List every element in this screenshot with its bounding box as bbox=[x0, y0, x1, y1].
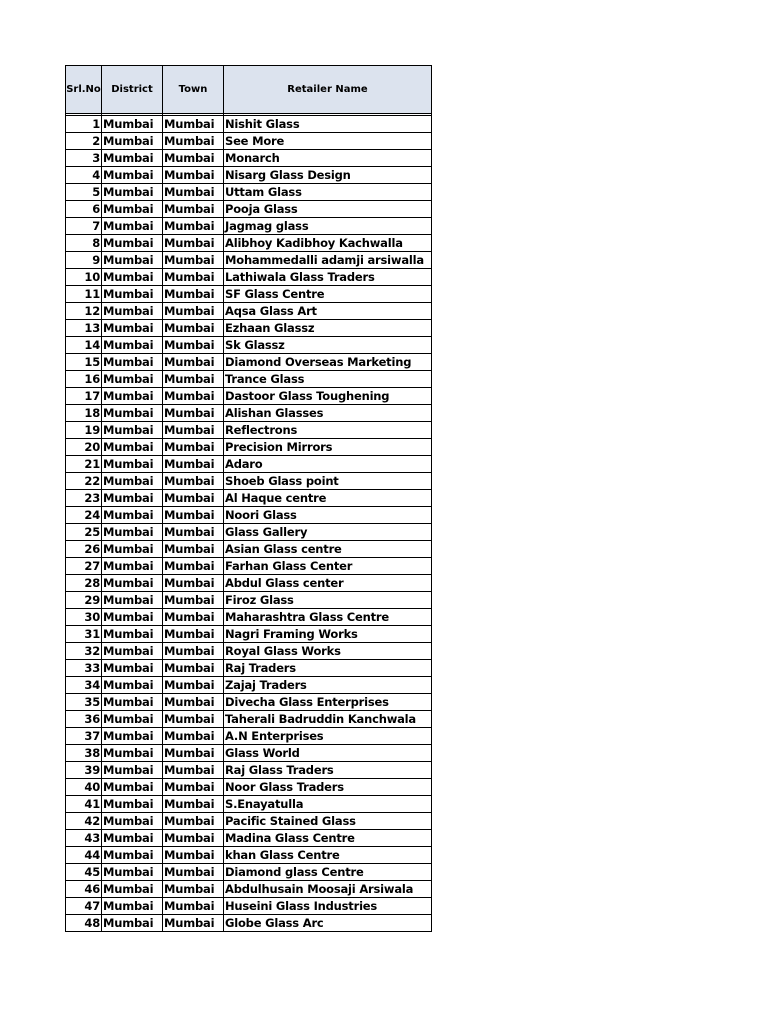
srl-no-cell: 8 bbox=[66, 235, 102, 252]
srl-no-cell: 45 bbox=[66, 864, 102, 881]
header-retailer-name: Retailer Name bbox=[224, 66, 432, 114]
retailer-name-cell: Farhan Glass Center bbox=[224, 558, 432, 575]
retailer-name-cell: Lathiwala Glass Traders bbox=[224, 269, 432, 286]
town-cell: Mumbai bbox=[163, 694, 224, 711]
retailer-name-cell: Ezhaan Glassz bbox=[224, 320, 432, 337]
table-row bbox=[66, 439, 432, 456]
retailer-name-cell: Glass World bbox=[224, 745, 432, 762]
retailer-name-cell: Abdul Glass center bbox=[224, 575, 432, 592]
table-row bbox=[66, 218, 432, 235]
district-cell: Mumbai bbox=[102, 439, 163, 456]
town-cell: Mumbai bbox=[163, 252, 224, 269]
district-cell: Mumbai bbox=[102, 847, 163, 864]
srl-no-cell: 44 bbox=[66, 847, 102, 864]
table-row bbox=[66, 507, 432, 524]
retailer-name-cell: Precision Mirrors bbox=[224, 439, 432, 456]
table-row bbox=[66, 898, 432, 915]
town-cell: Mumbai bbox=[163, 473, 224, 490]
town-cell: Mumbai bbox=[163, 235, 224, 252]
district-cell: Mumbai bbox=[102, 898, 163, 915]
retailer-name-cell: Mohammedalli adamji arsiwalla bbox=[224, 252, 432, 269]
srl-no-cell: 33 bbox=[66, 660, 102, 677]
town-cell: Mumbai bbox=[163, 643, 224, 660]
table-row bbox=[66, 915, 432, 932]
table-row bbox=[66, 388, 432, 405]
district-cell: Mumbai bbox=[102, 371, 163, 388]
retailer-name-cell: Noor Glass Traders bbox=[224, 779, 432, 796]
town-cell: Mumbai bbox=[163, 711, 224, 728]
srl-no-cell: 12 bbox=[66, 303, 102, 320]
town-cell: Mumbai bbox=[163, 830, 224, 847]
table-row bbox=[66, 711, 432, 728]
table-row bbox=[66, 252, 432, 269]
retailer-name-cell: Huseini Glass Industries bbox=[224, 898, 432, 915]
retailer-name-cell: Alishan Glasses bbox=[224, 405, 432, 422]
srl-no-cell: 24 bbox=[66, 507, 102, 524]
town-cell: Mumbai bbox=[163, 269, 224, 286]
table-row bbox=[66, 762, 432, 779]
srl-no-cell: 18 bbox=[66, 405, 102, 422]
table-body bbox=[66, 114, 432, 932]
district-cell: Mumbai bbox=[102, 184, 163, 201]
town-cell: Mumbai bbox=[163, 422, 224, 439]
district-cell: Mumbai bbox=[102, 320, 163, 337]
table-row bbox=[66, 490, 432, 507]
district-cell: Mumbai bbox=[102, 643, 163, 660]
town-cell: Mumbai bbox=[163, 439, 224, 456]
district-cell: Mumbai bbox=[102, 116, 163, 133]
district-cell: Mumbai bbox=[102, 762, 163, 779]
srl-no-cell: 31 bbox=[66, 626, 102, 643]
table-row bbox=[66, 881, 432, 898]
town-cell: Mumbai bbox=[163, 609, 224, 626]
srl-no-cell: 15 bbox=[66, 354, 102, 371]
srl-no-cell: 9 bbox=[66, 252, 102, 269]
town-cell: Mumbai bbox=[163, 201, 224, 218]
srl-no-cell: 43 bbox=[66, 830, 102, 847]
srl-no-cell: 35 bbox=[66, 694, 102, 711]
town-cell: Mumbai bbox=[163, 286, 224, 303]
retailer-name-cell: S.Enayatulla bbox=[224, 796, 432, 813]
header-row bbox=[66, 66, 432, 114]
retailer-name-cell: Sk Glassz bbox=[224, 337, 432, 354]
town-cell: Mumbai bbox=[163, 184, 224, 201]
town-cell: Mumbai bbox=[163, 898, 224, 915]
district-cell: Mumbai bbox=[102, 252, 163, 269]
table-row bbox=[66, 269, 432, 286]
table-row bbox=[66, 201, 432, 218]
srl-no-cell: 47 bbox=[66, 898, 102, 915]
retailer-name-cell: Raj Glass Traders bbox=[224, 762, 432, 779]
town-cell: Mumbai bbox=[163, 745, 224, 762]
srl-no-cell: 38 bbox=[66, 745, 102, 762]
district-cell: Mumbai bbox=[102, 558, 163, 575]
retailer-name-cell: Nagri Framing Works bbox=[224, 626, 432, 643]
town-cell: Mumbai bbox=[163, 541, 224, 558]
town-cell: Mumbai bbox=[163, 303, 224, 320]
district-cell: Mumbai bbox=[102, 711, 163, 728]
table-row bbox=[66, 728, 432, 745]
srl-no-cell: 16 bbox=[66, 371, 102, 388]
srl-no-cell: 22 bbox=[66, 473, 102, 490]
district-cell: Mumbai bbox=[102, 592, 163, 609]
town-cell: Mumbai bbox=[163, 796, 224, 813]
table-row bbox=[66, 167, 432, 184]
table-row bbox=[66, 779, 432, 796]
retailer-name-cell: Aqsa Glass Art bbox=[224, 303, 432, 320]
table-row bbox=[66, 371, 432, 388]
retailer-name-cell: Taherali Badruddin Kanchwala bbox=[224, 711, 432, 728]
srl-no-cell: 2 bbox=[66, 133, 102, 150]
retailer-name-cell: Trance Glass bbox=[224, 371, 432, 388]
table-row bbox=[66, 575, 432, 592]
table-row bbox=[66, 473, 432, 490]
table-row bbox=[66, 830, 432, 847]
table-row bbox=[66, 592, 432, 609]
retailer-name-cell: Al Haque centre bbox=[224, 490, 432, 507]
district-cell: Mumbai bbox=[102, 269, 163, 286]
srl-no-cell: 13 bbox=[66, 320, 102, 337]
table-row bbox=[66, 847, 432, 864]
district-cell: Mumbai bbox=[102, 864, 163, 881]
district-cell: Mumbai bbox=[102, 201, 163, 218]
srl-no-cell: 26 bbox=[66, 541, 102, 558]
district-cell: Mumbai bbox=[102, 524, 163, 541]
srl-no-cell: 41 bbox=[66, 796, 102, 813]
town-cell: Mumbai bbox=[163, 779, 224, 796]
table-row bbox=[66, 422, 432, 439]
district-cell: Mumbai bbox=[102, 745, 163, 762]
retailer-name-cell: Uttam Glass bbox=[224, 184, 432, 201]
retailer-name-cell: See More bbox=[224, 133, 432, 150]
district-cell: Mumbai bbox=[102, 694, 163, 711]
table-row bbox=[66, 320, 432, 337]
district-cell: Mumbai bbox=[102, 660, 163, 677]
town-cell: Mumbai bbox=[163, 490, 224, 507]
town-cell: Mumbai bbox=[163, 337, 224, 354]
retailer-name-cell: Adaro bbox=[224, 456, 432, 473]
retailer-name-cell: Globe Glass Arc bbox=[224, 915, 432, 932]
retailer-name-cell: Maharashtra Glass Centre bbox=[224, 609, 432, 626]
srl-no-cell: 42 bbox=[66, 813, 102, 830]
district-cell: Mumbai bbox=[102, 813, 163, 830]
table-row bbox=[66, 660, 432, 677]
table-row bbox=[66, 524, 432, 541]
district-cell: Mumbai bbox=[102, 609, 163, 626]
district-cell: Mumbai bbox=[102, 830, 163, 847]
retailer-name-cell: SF Glass Centre bbox=[224, 286, 432, 303]
town-cell: Mumbai bbox=[163, 456, 224, 473]
town-cell: Mumbai bbox=[163, 354, 224, 371]
town-cell: Mumbai bbox=[163, 677, 224, 694]
district-cell: Mumbai bbox=[102, 167, 163, 184]
table-row bbox=[66, 405, 432, 422]
retailer-name-cell: Diamond Overseas Marketing bbox=[224, 354, 432, 371]
table-row bbox=[66, 745, 432, 762]
town-cell: Mumbai bbox=[163, 218, 224, 235]
srl-no-cell: 6 bbox=[66, 201, 102, 218]
retailer-name-cell: Firoz Glass bbox=[224, 592, 432, 609]
srl-no-cell: 7 bbox=[66, 218, 102, 235]
town-cell: Mumbai bbox=[163, 116, 224, 133]
district-cell: Mumbai bbox=[102, 728, 163, 745]
table-row bbox=[66, 303, 432, 320]
table-row bbox=[66, 116, 432, 133]
district-cell: Mumbai bbox=[102, 473, 163, 490]
town-cell: Mumbai bbox=[163, 728, 224, 745]
town-cell: Mumbai bbox=[163, 320, 224, 337]
table-row bbox=[66, 133, 432, 150]
district-cell: Mumbai bbox=[102, 218, 163, 235]
srl-no-cell: 3 bbox=[66, 150, 102, 167]
retailer-name-cell: Alibhoy Kadibhoy Kachwalla bbox=[224, 235, 432, 252]
srl-no-cell: 30 bbox=[66, 609, 102, 626]
table-row bbox=[66, 643, 432, 660]
table-row bbox=[66, 354, 432, 371]
retailer-name-cell: Asian Glass centre bbox=[224, 541, 432, 558]
retailer-name-cell: Jagmag glass bbox=[224, 218, 432, 235]
retailer-name-cell: Pacific Stained Glass bbox=[224, 813, 432, 830]
retailer-name-cell: Abdulhusain Moosaji Arsiwala bbox=[224, 881, 432, 898]
retailer-name-cell: Nisarg Glass Design bbox=[224, 167, 432, 184]
srl-no-cell: 46 bbox=[66, 881, 102, 898]
district-cell: Mumbai bbox=[102, 286, 163, 303]
srl-no-cell: 23 bbox=[66, 490, 102, 507]
district-cell: Mumbai bbox=[102, 456, 163, 473]
district-cell: Mumbai bbox=[102, 303, 163, 320]
retailer-name-cell: Noori Glass bbox=[224, 507, 432, 524]
retailer-name-cell: Pooja Glass bbox=[224, 201, 432, 218]
srl-no-cell: 11 bbox=[66, 286, 102, 303]
district-cell: Mumbai bbox=[102, 507, 163, 524]
district-cell: Mumbai bbox=[102, 354, 163, 371]
table-row bbox=[66, 796, 432, 813]
srl-no-cell: 32 bbox=[66, 643, 102, 660]
srl-no-cell: 1 bbox=[66, 116, 102, 133]
district-cell: Mumbai bbox=[102, 422, 163, 439]
table-row bbox=[66, 813, 432, 830]
town-cell: Mumbai bbox=[163, 558, 224, 575]
retailer-name-cell: Royal Glass Works bbox=[224, 643, 432, 660]
retailer-name-cell: Diamond glass Centre bbox=[224, 864, 432, 881]
retailer-name-cell: Divecha Glass Enterprises bbox=[224, 694, 432, 711]
town-cell: Mumbai bbox=[163, 150, 224, 167]
district-cell: Mumbai bbox=[102, 779, 163, 796]
srl-no-cell: 4 bbox=[66, 167, 102, 184]
district-cell: Mumbai bbox=[102, 541, 163, 558]
table-row bbox=[66, 456, 432, 473]
retailer-name-cell: khan Glass Centre bbox=[224, 847, 432, 864]
table-row bbox=[66, 677, 432, 694]
town-cell: Mumbai bbox=[163, 405, 224, 422]
srl-no-cell: 17 bbox=[66, 388, 102, 405]
retailer-name-cell: Dastoor Glass Toughening bbox=[224, 388, 432, 405]
town-cell: Mumbai bbox=[163, 507, 224, 524]
town-cell: Mumbai bbox=[163, 388, 224, 405]
srl-no-cell: 39 bbox=[66, 762, 102, 779]
srl-no-cell: 36 bbox=[66, 711, 102, 728]
srl-no-cell: 19 bbox=[66, 422, 102, 439]
table-row bbox=[66, 609, 432, 626]
retailer-name-cell: Reflectrons bbox=[224, 422, 432, 439]
district-cell: Mumbai bbox=[102, 150, 163, 167]
srl-no-cell: 5 bbox=[66, 184, 102, 201]
srl-no-cell: 20 bbox=[66, 439, 102, 456]
header-town: Town bbox=[163, 66, 224, 114]
table-row bbox=[66, 694, 432, 711]
srl-no-cell: 27 bbox=[66, 558, 102, 575]
town-cell: Mumbai bbox=[163, 592, 224, 609]
srl-no-cell: 34 bbox=[66, 677, 102, 694]
table-row bbox=[66, 626, 432, 643]
district-cell: Mumbai bbox=[102, 133, 163, 150]
retailer-name-cell: A.N Enterprises bbox=[224, 728, 432, 745]
header-srl-no: Srl.No bbox=[66, 66, 102, 114]
srl-no-cell: 25 bbox=[66, 524, 102, 541]
district-cell: Mumbai bbox=[102, 235, 163, 252]
retailer-name-cell: Zajaj Traders bbox=[224, 677, 432, 694]
retailer-name-cell: Raj Traders bbox=[224, 660, 432, 677]
retailer-name-cell: Glass Gallery bbox=[224, 524, 432, 541]
district-cell: Mumbai bbox=[102, 796, 163, 813]
table-row bbox=[66, 558, 432, 575]
district-cell: Mumbai bbox=[102, 626, 163, 643]
town-cell: Mumbai bbox=[163, 133, 224, 150]
district-cell: Mumbai bbox=[102, 388, 163, 405]
town-cell: Mumbai bbox=[163, 167, 224, 184]
srl-no-cell: 48 bbox=[66, 915, 102, 932]
town-cell: Mumbai bbox=[163, 847, 224, 864]
town-cell: Mumbai bbox=[163, 864, 224, 881]
table-row bbox=[66, 541, 432, 558]
header-district: District bbox=[102, 66, 163, 114]
srl-no-cell: 10 bbox=[66, 269, 102, 286]
district-cell: Mumbai bbox=[102, 881, 163, 898]
district-cell: Mumbai bbox=[102, 490, 163, 507]
srl-no-cell: 21 bbox=[66, 456, 102, 473]
town-cell: Mumbai bbox=[163, 660, 224, 677]
table-row bbox=[66, 184, 432, 201]
town-cell: Mumbai bbox=[163, 371, 224, 388]
table-row bbox=[66, 150, 432, 167]
town-cell: Mumbai bbox=[163, 915, 224, 932]
table-row bbox=[66, 337, 432, 354]
town-cell: Mumbai bbox=[163, 524, 224, 541]
district-cell: Mumbai bbox=[102, 677, 163, 694]
town-cell: Mumbai bbox=[163, 813, 224, 830]
srl-no-cell: 14 bbox=[66, 337, 102, 354]
retailer-table bbox=[65, 65, 432, 932]
retailer-name-cell: Shoeb Glass point bbox=[224, 473, 432, 490]
table-header bbox=[66, 66, 432, 114]
district-cell: Mumbai bbox=[102, 915, 163, 932]
district-cell: Mumbai bbox=[102, 575, 163, 592]
srl-no-cell: 40 bbox=[66, 779, 102, 796]
table-row bbox=[66, 235, 432, 252]
retailer-name-cell: Monarch bbox=[224, 150, 432, 167]
town-cell: Mumbai bbox=[163, 881, 224, 898]
srl-no-cell: 28 bbox=[66, 575, 102, 592]
town-cell: Mumbai bbox=[163, 626, 224, 643]
town-cell: Mumbai bbox=[163, 575, 224, 592]
retailer-name-cell: Madina Glass Centre bbox=[224, 830, 432, 847]
srl-no-cell: 29 bbox=[66, 592, 102, 609]
retailer-name-cell: Nishit Glass bbox=[224, 116, 432, 133]
district-cell: Mumbai bbox=[102, 405, 163, 422]
table-row bbox=[66, 286, 432, 303]
district-cell: Mumbai bbox=[102, 337, 163, 354]
town-cell: Mumbai bbox=[163, 762, 224, 779]
srl-no-cell: 37 bbox=[66, 728, 102, 745]
table-row bbox=[66, 864, 432, 881]
